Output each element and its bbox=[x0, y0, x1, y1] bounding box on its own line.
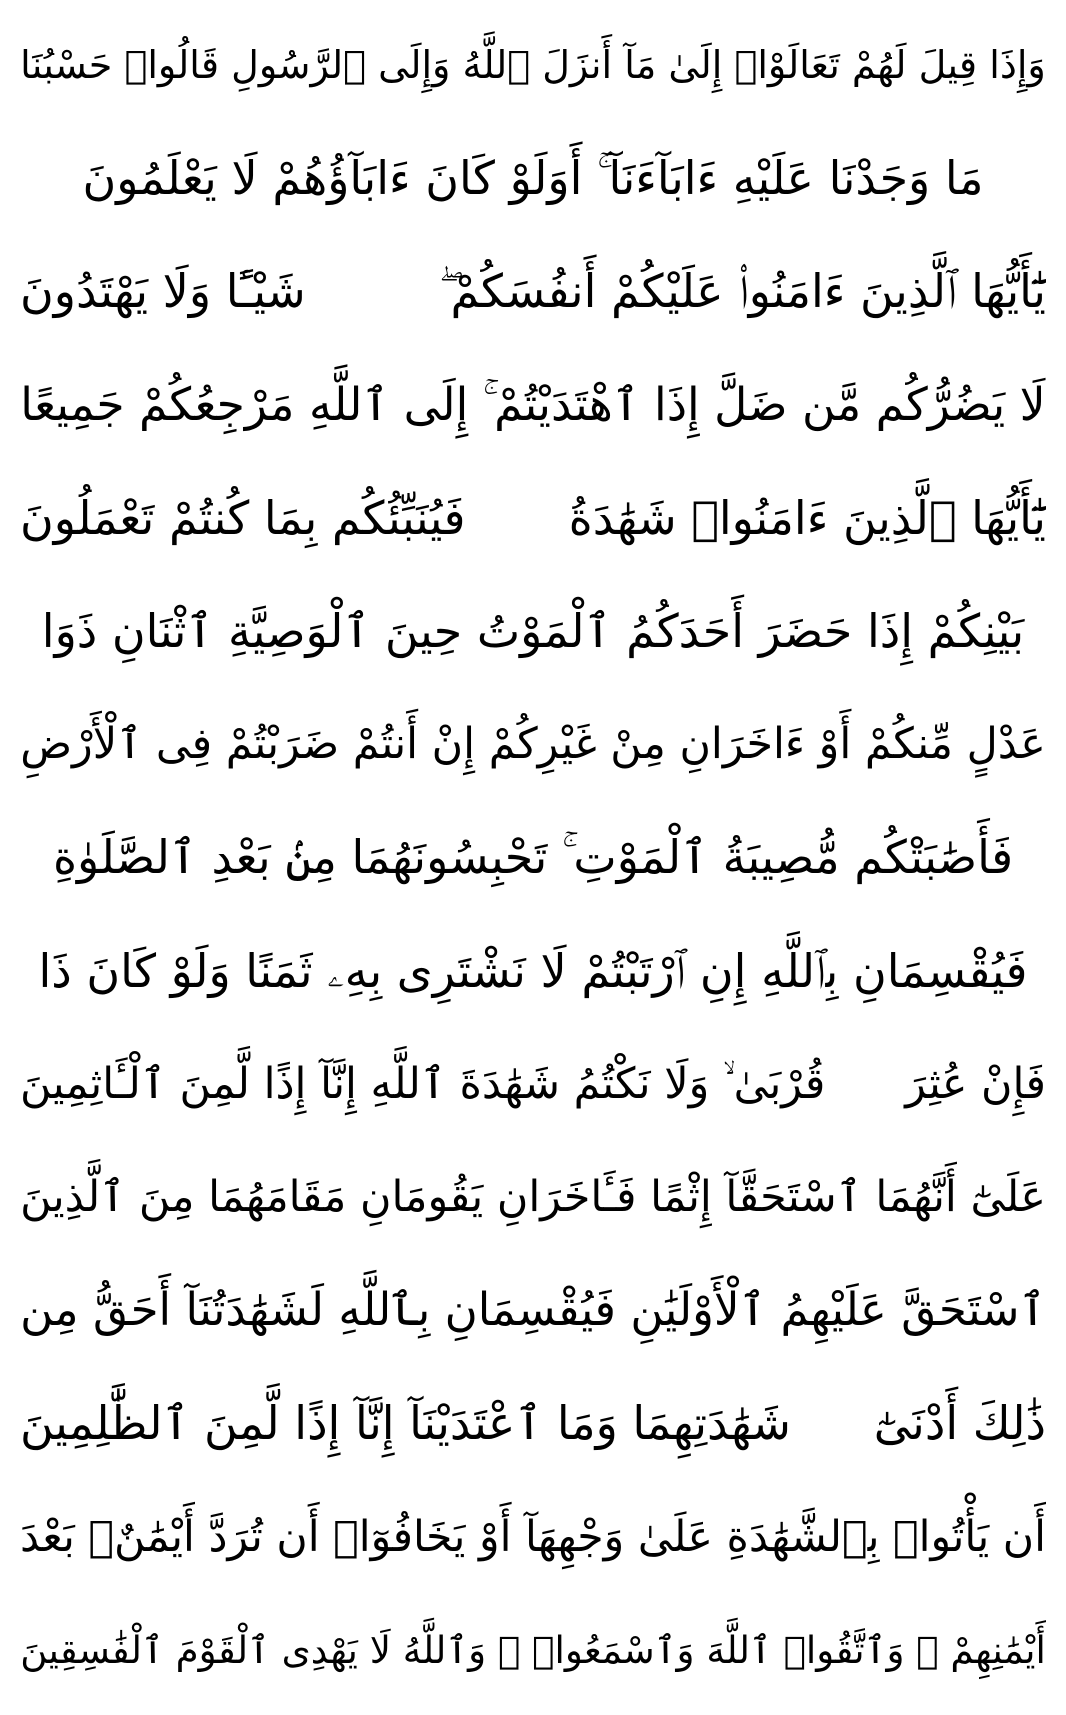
text-line-14 bbox=[20, 1492, 1046, 1582]
line-segment: شَيْـًٔا وَلَا يَهْتَدُونَ bbox=[20, 264, 306, 319]
text-line-5 bbox=[20, 473, 1046, 563]
mushaf-page bbox=[20, 20, 1046, 1695]
line-segment: فَيُقْسِمَانِ بِٱللَّهِ إِنِ ٱرْتَبْتُمْ لَا نَشْتَرِى بِهِۦ ثَمَنًا وَلَوْ كَانَ ذَا bbox=[38, 943, 1028, 998]
line-segment: وَإِذَا قِيلَ لَهُمْ تَعَالَوْا۟ إِلَىٰ مَآ أَنزَلَ ٱللَّهُ وَإِلَى ٱلرَّسُولِ قَالُوا۟ حَسْبُنَا bbox=[20, 43, 1046, 87]
line-segment: قُرْبَىٰ ۙ وَلَا نَكْتُمُ شَهَٰدَةَ ٱللَّهِ إِنَّآ إِذًا لَّمِنَ ٱلْـَٔاثِمِينَ bbox=[20, 1058, 826, 1109]
line-segment: يَٰٓأَيُّهَا ٱلَّذِينَ ءَامَنُوا۟ عَلَيْكُمْ أَنفُسَكُمْ ۖ bbox=[438, 264, 1046, 319]
line-segment: بَيْنِكُمْ إِذَا حَضَرَ أَحَدَكُمُ ٱلْمَوْتُ حِينَ ٱلْوَصِيَّةِ ٱثْنَانِ ذَوَا bbox=[41, 604, 1025, 659]
text-line-11 bbox=[20, 1152, 1046, 1242]
line-segment: أَيْمَٰنِهِمْ ۗ وَٱتَّقُوا۟ ٱللَّهَ وَٱسْمَعُوا۟ ۗ وَٱللَّهُ لَا يَهْدِى ٱلْقَوْمَ ٱلْفَٰسِقِينَ bbox=[20, 1627, 1046, 1672]
line-segment: عَلَىٰٓ أَنَّهُمَا ٱسْتَحَقَّآ إِثْمًا فَـَٔاخَرَانِ يَقُومَانِ مَقَامَهُمَا مِنَ ٱلَّذِينَ bbox=[20, 1172, 1046, 1223]
text-line-6 bbox=[20, 586, 1046, 676]
line-segment: أَن يَأْتُوا۟ بِٱلشَّهَٰدَةِ عَلَىٰ وَجْهِهَآ أَوْ يَخَافُوٓا۟ أَن تُرَدَّ أَيْمَٰنٌۢ بَعْدَ bbox=[20, 1511, 1046, 1562]
text-line-15 bbox=[20, 1605, 1046, 1695]
line-segment: فَأَصَٰبَتْكُم مُّصِيبَةُ ٱلْمَوْتِ ۚ تَحْبِسُونَهُمَا مِنۢ بَعْدِ ٱلصَّلَوٰةِ bbox=[52, 830, 1014, 885]
line-segment: مَا وَجَدْنَا عَلَيْهِ ءَابَآءَنَآ ۚ أَوَلَوْ كَانَ ءَابَآؤُهُمْ لَا يَعْلَمُونَ bbox=[82, 151, 984, 206]
line-segment: يَٰٓأَيُّهَا ٱلَّذِينَ ءَامَنُوا۟ شَهَٰدَةُ bbox=[568, 490, 1046, 545]
text-line-7 bbox=[20, 699, 1046, 789]
text-line-2 bbox=[20, 133, 1046, 223]
line-segment: ٱسْتَحَقَّ عَلَيْهِمُ ٱلْأَوْلَيَٰنِ فَيُقْسِمَانِ بِٱللَّهِ لَشَهَٰدَتُنَآ أَحَقُّ مِن bbox=[20, 1283, 1046, 1337]
line-segment: ذَٰلِكَ أَدْنَىٰٓ bbox=[873, 1396, 1046, 1451]
line-segment: فَإِنْ عُثِرَ bbox=[905, 1058, 1046, 1109]
line-segment: لَا يَضُرُّكُم مَّن ضَلَّ إِذَا ٱهْتَدَيْتُمْ ۚ إِلَى ٱللَّهِ مَرْجِعُكُمْ جَمِيعًا bbox=[20, 377, 1046, 431]
text-line-3 bbox=[20, 246, 1046, 336]
text-line-10 bbox=[20, 1039, 1046, 1129]
line-segment: عَدْلٍ مِّنكُمْ أَوْ ءَاخَرَانِ مِنْ غَيْرِكُمْ إِنْ أَنتُمْ ضَرَبْتُمْ فِى ٱلْأَرْضِ bbox=[20, 719, 1046, 770]
text-line-13 bbox=[20, 1378, 1046, 1468]
text-line-4 bbox=[20, 360, 1046, 450]
text-line-8 bbox=[20, 812, 1046, 902]
text-line-1 bbox=[20, 20, 1046, 110]
text-line-9 bbox=[20, 926, 1046, 1016]
line-segment: فَيُنَبِّئُكُم بِمَا كُنتُمْ تَعْمَلُونَ bbox=[20, 490, 466, 545]
text-line-12 bbox=[20, 1265, 1046, 1355]
line-segment: شَهَٰدَتِهِمَا وَمَا ٱعْتَدَيْنَآ إِنَّآ إِذًا لَّمِنَ ٱلظَّٰلِمِينَ bbox=[20, 1396, 791, 1451]
